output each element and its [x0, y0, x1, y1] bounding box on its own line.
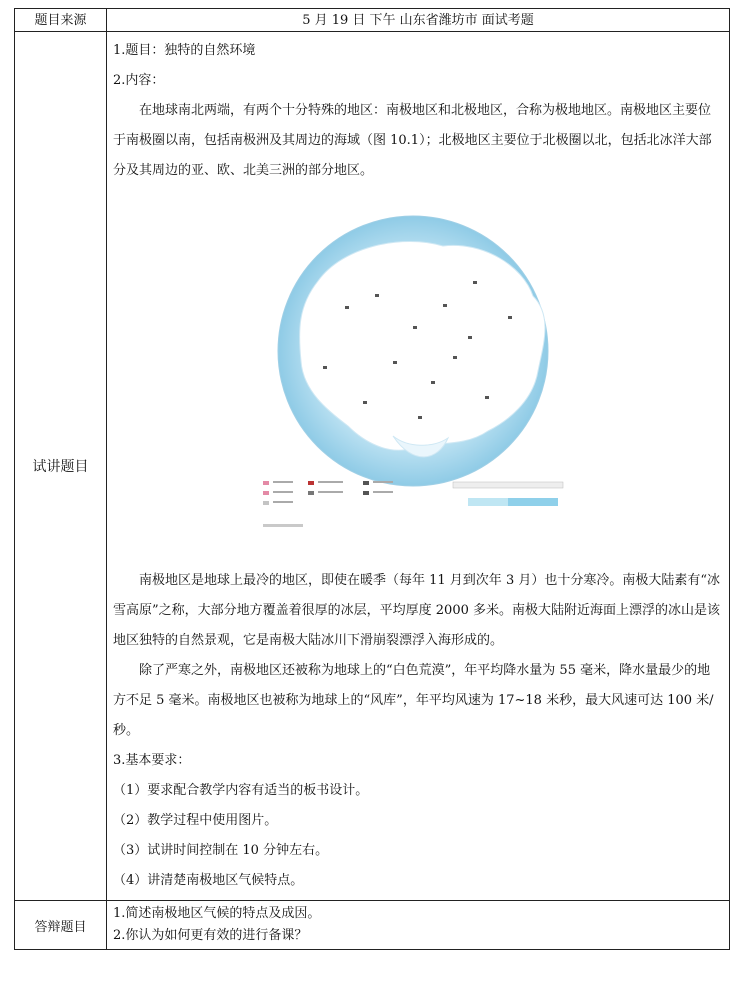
requirement-4: （4）讲清楚南极地区气候特点。: [113, 873, 304, 888]
defense-question-2: 2.你认为如何更有效的进行备课？: [113, 928, 308, 943]
antarctica-map-figure: [113, 186, 723, 566]
defense-content: [107, 901, 730, 950]
exam-table: [14, 8, 730, 950]
requirements-heading: 3.基本要求：: [113, 753, 191, 768]
defense-row: [15, 901, 730, 950]
header-row: [15, 9, 730, 32]
paragraph-3: 除了严寒之外，南极地区还被称为地球上的“白色荒漠”，年平均降水量为 55 毫米，降水量最少的地方不足 5 毫米。南极地区也被称为地球上的“风库”，年平均风速为 17~18 米秒，最大风速可达 100 米/秒。: [113, 663, 714, 738]
lecture-title: 1.题目：独特的自然环境: [113, 43, 256, 58]
requirement-1: （1）要求配合教学内容有适当的板书设计。: [113, 783, 369, 798]
map-legend-markers: [263, 481, 393, 505]
requirement-2: （2）教学过程中使用图片。: [113, 813, 278, 828]
requirement-3: （3）试讲时间控制在 10 分钟左右。: [113, 843, 329, 858]
lecture-content: [107, 32, 730, 901]
source-label: 题目来源: [15, 9, 107, 32]
paragraph-2: 南极地区是地球上最冷的地区，即使在暖季（每年 11 月到次年 3 月）也十分寒冷。南极大陆素有“冰雪高原”之称，大部分地方覆盖着很厚的冰层，平均厚度 2000 多米。南极大陆附近海面上漂浮的冰山是该地区独特的自然景观，它是南极大陆冰川下滑崩裂漂浮入海形成的。: [113, 573, 720, 648]
lecture-row: [15, 32, 730, 901]
content-heading: 2.内容：: [113, 73, 165, 88]
lecture-label: 试讲题目: [15, 32, 107, 901]
antarctica-map: [113, 186, 722, 566]
figure-caption-mark: [263, 524, 303, 527]
defense-label: 答辩题目: [15, 901, 107, 950]
map-scale-bar: [453, 482, 563, 506]
source-value: 5 月 19 日 下午 山东省潍坊市 面试考题: [107, 9, 730, 32]
paragraph-1: 在地球南北两端，有两个十分特殊的地区：南极地区和北极地区，合称为极地地区。南极地区主要位于南极圈以南，包括南极洲及其周边的海域（图 10.1）；北极地区主要位于北极圈以北，包括北冰洋大部分及其周边的亚、欧、北美三洲的部分地区。: [113, 103, 712, 178]
defense-question-1: 1.简述南极地区气候的特点及成因。: [113, 906, 321, 921]
